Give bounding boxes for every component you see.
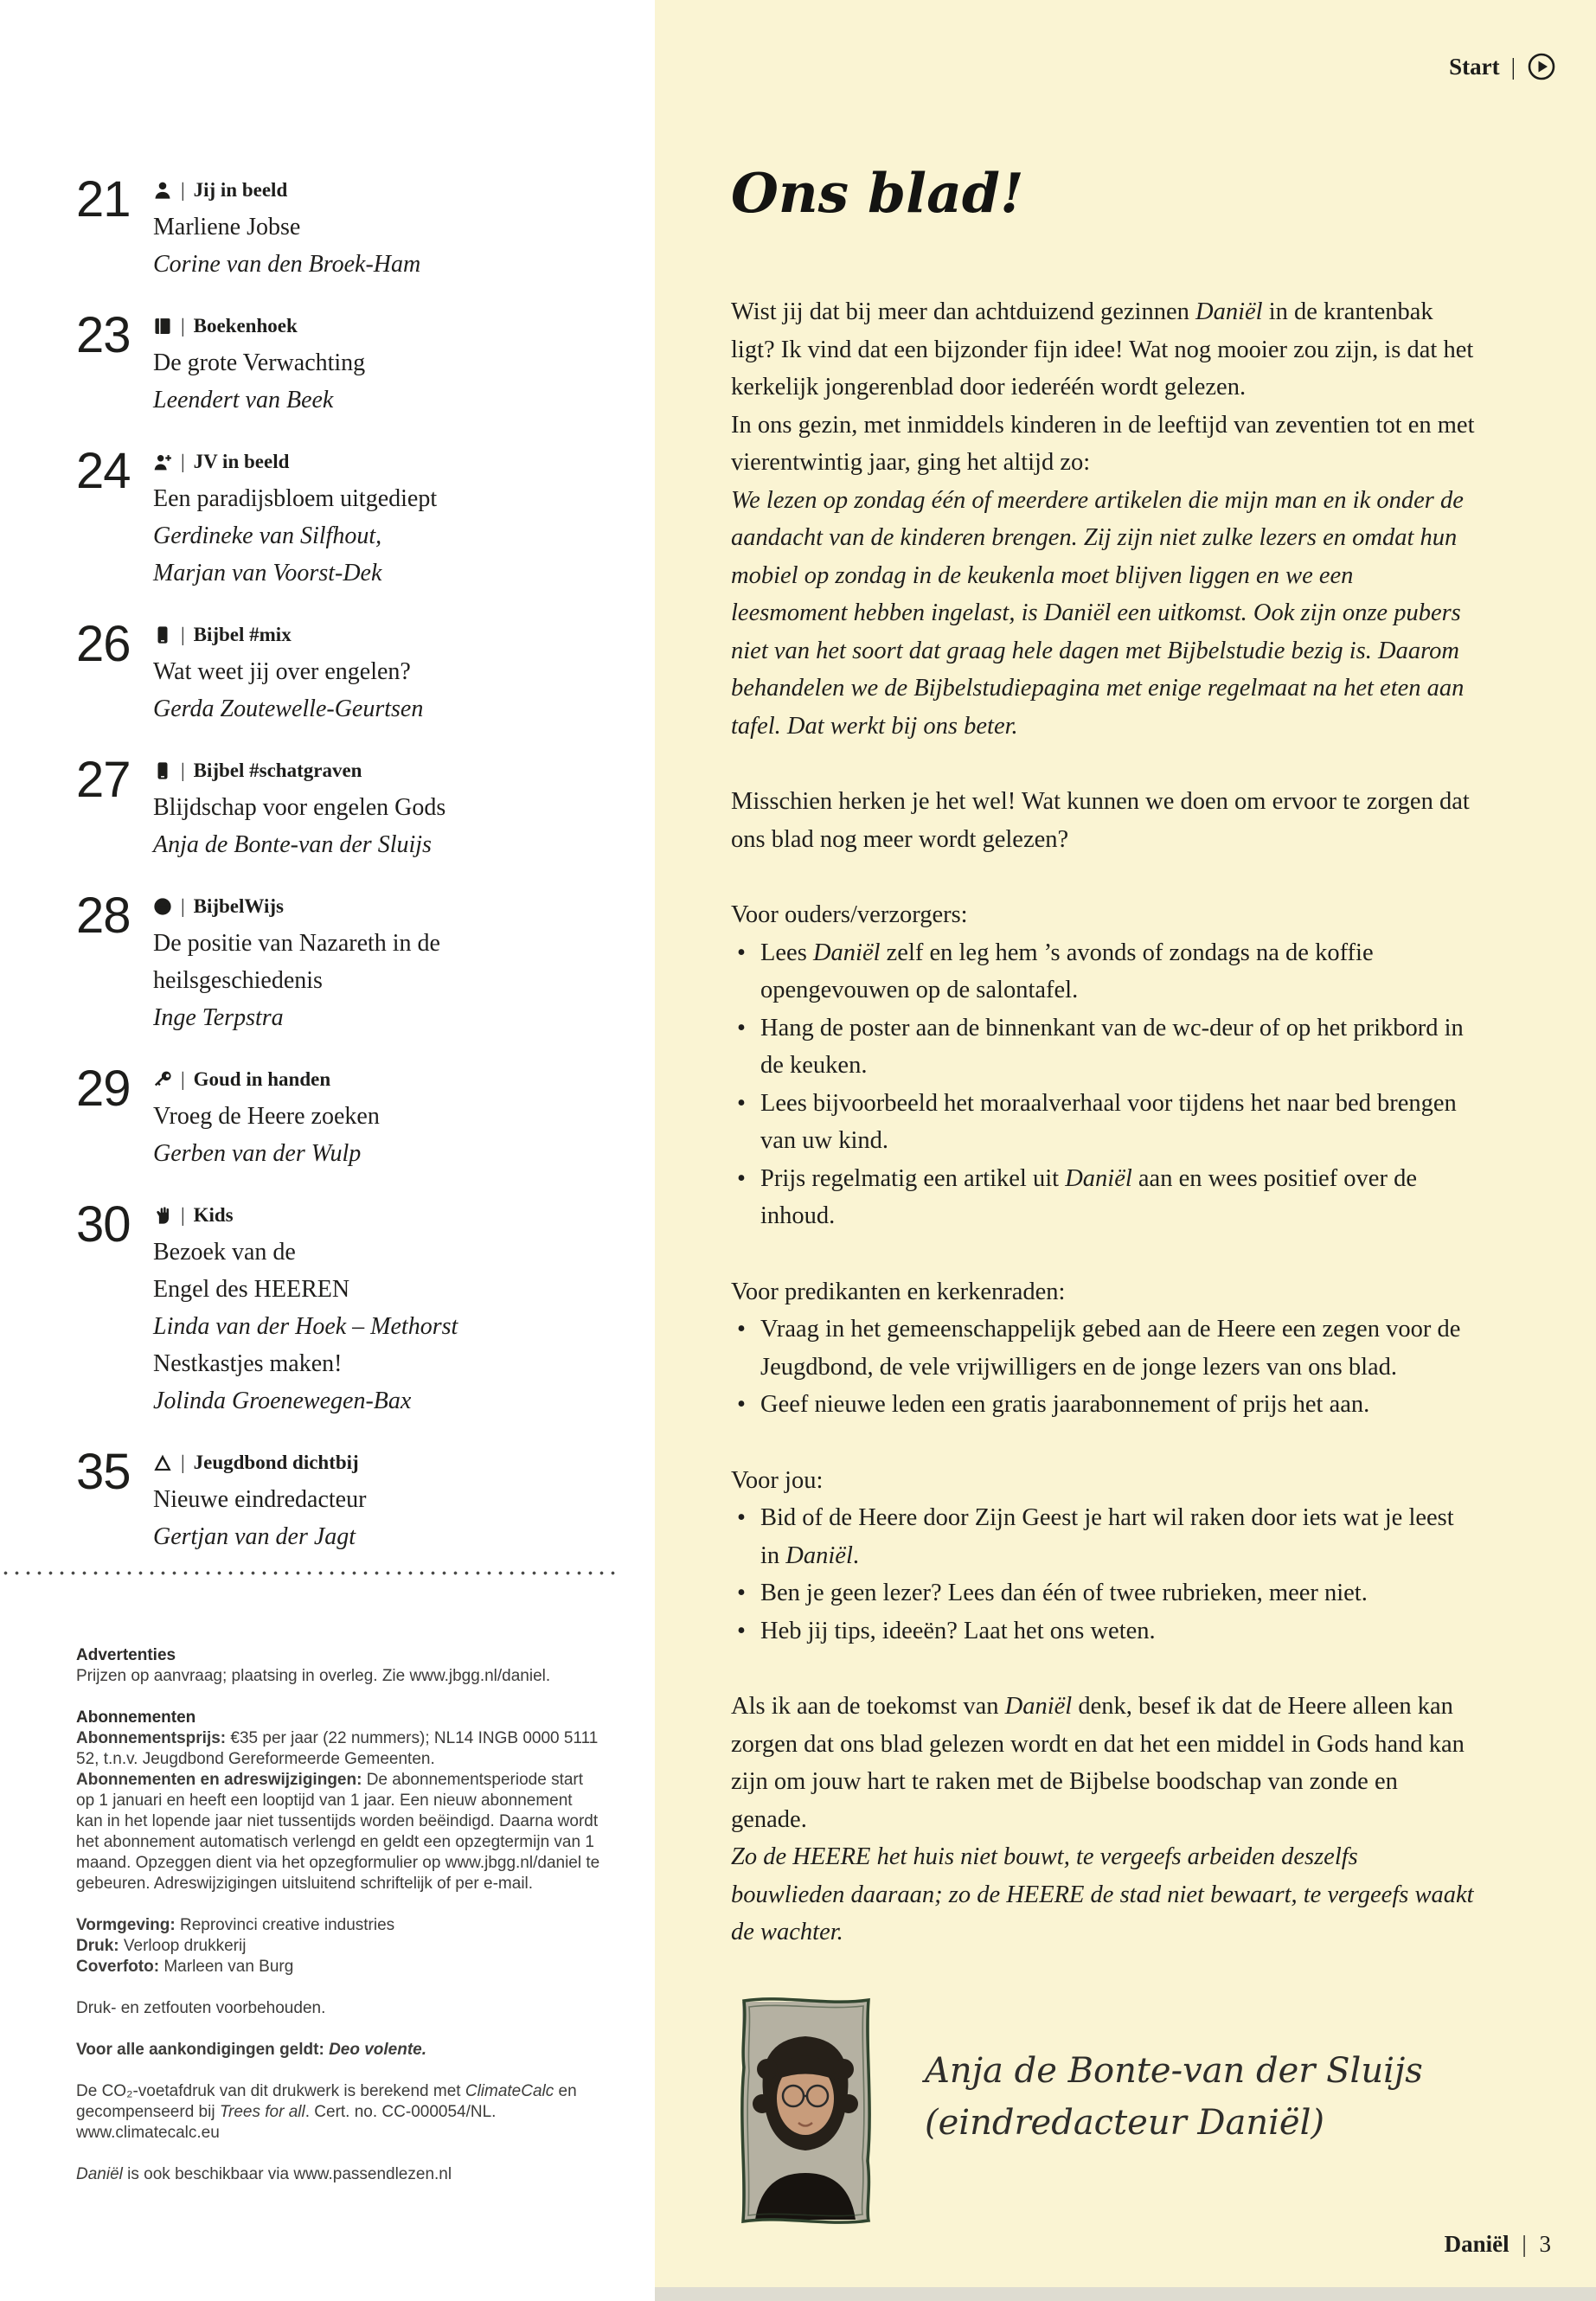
text-run: in de krantenbak ligt? Ik vind dat een bijzonder fijn idee! Wat nog mooier zou zijn, is dat het kerkelijk jongerenblad door iederéén wordt gelezen.: [731, 298, 1474, 401]
dotted-divider: [0, 1571, 621, 1575]
category-separator: |: [181, 1204, 185, 1226]
text-run: Prijs regelmatig een artikel uit: [760, 1164, 1066, 1192]
colophon-section: [76, 1915, 600, 1977]
toc-category-label: Jeugdbond dichtbij: [193, 1452, 359, 1473]
toc-author: Leendert van Beek: [153, 387, 334, 413]
key-icon: [153, 1070, 172, 1089]
article-section-heading: [731, 1273, 1475, 1311]
toc-category: [153, 449, 437, 475]
article-bullet-list: [731, 1311, 1475, 1424]
colophon-text: [76, 1770, 600, 1894]
toc-entry-body: [153, 311, 365, 419]
text-run: Zo de HEERE het huis niet bouwt, te vergeefs arbeiden deszelfs bouwlieden daaraan; zo de HEERE de stad niet bewaart, te vergeefs waakt de wachter.: [731, 1843, 1474, 1945]
editor-photo: [731, 1991, 880, 2230]
colophon-text: [76, 2164, 600, 2185]
text-run: zelf en leg hem ’s avonds of zondags na de koffie opengevouwen op de salontafel.: [760, 939, 1374, 1003]
toc-author: Marjan van Voorst-Dek: [153, 560, 382, 586]
text-run: Daniël: [1004, 1693, 1073, 1720]
text-run: Druk:: [76, 1937, 119, 1955]
article-bullet-list: [731, 1499, 1475, 1650]
toc-author: Gerda Zoutewelle-Geurtsen: [153, 695, 424, 722]
toc-author: Corine van den Broek-Ham: [153, 251, 421, 278]
article-title: Ons blad!: [731, 161, 1024, 225]
colophon-section: [76, 1645, 600, 1687]
text-run: Verloop drukkerij: [119, 1937, 247, 1955]
toc-category-label: Boekenhoek: [193, 315, 298, 336]
toc-article-title: heilsgeschiedenis: [153, 967, 323, 994]
article-section-heading: [731, 896, 1475, 934]
toc-author: Inge Terpstra: [153, 1004, 284, 1031]
toc-entry[interactable]: [76, 616, 655, 727]
article-bullet-item: [731, 1311, 1475, 1386]
toc-category: [153, 1067, 380, 1093]
article-bullet-item: [731, 934, 1475, 1009]
toc-category-label: Kids: [193, 1204, 234, 1226]
text-run: Voor ouders/verzorgers:: [731, 901, 968, 928]
article-paragraph: [731, 482, 1475, 746]
category-separator: |: [181, 315, 185, 336]
text-run: Daniël: [76, 2165, 123, 2183]
text-run: Ben je geen lezer? Lees dan één of twee rubrieken, meer niet.: [760, 1580, 1368, 1606]
toc-page-number: 23: [76, 307, 131, 363]
text-run: We lezen op zondag één of meerdere artikelen die mijn man en ik onder de aandacht van de kinderen brengen. Zij zijn niet zulke lezers en omdat hun mobiel op zondag in de keukenla moet blijven liggen en we een leesmoment hebben ingelast, is Daniël een uitkomst. Ook zijn onze pubers niet van het soort dat graag hele dagen met Bijbelstudie bezig is. Daarom behandelen we de Bijbelstudiepagina met enige regelmaat na het eten aan tafel. Dat werkt bij ons beter.: [731, 486, 1465, 740]
toc-article-title: Een paradijsbloem uitgediept: [153, 485, 438, 512]
text-run: Hang de poster aan de binnenkant van de wc-deur of op het prikbord in de keuken.: [760, 1014, 1464, 1079]
colophon-text: [76, 1915, 600, 1936]
toc-category: [153, 177, 420, 203]
toc-article-title: Wat weet jij over engelen?: [153, 658, 411, 685]
toc-list: [0, 0, 655, 1583]
toc-article-title: Nestkastjes maken!: [153, 1350, 343, 1377]
category-separator: |: [181, 179, 185, 201]
toc-author: Linda van der Hoek – Methorst: [153, 1313, 458, 1340]
article-bullet-item: [731, 1574, 1475, 1612]
toc-entry[interactable]: [76, 1444, 655, 1555]
text-run: Heb jij tips, ideeën? Laat het ons weten.: [760, 1617, 1156, 1644]
toc-category-label: BijbelWijs: [193, 895, 284, 917]
text-run: Voor alle aankondigingen geldt:: [76, 2041, 330, 2059]
toc-article-title: Blijdschap voor engelen Gods: [153, 794, 446, 821]
text-run: Voor predikanten en kerkenraden:: [731, 1278, 1066, 1305]
toc-entry-body: [153, 446, 437, 592]
toc-entry-body: [153, 1064, 380, 1172]
text-run: De abonnementsperiode start op 1 januari en heeft een looptijd van 1 jaar. Een nieuw abonnement kan in het lopende jaar niet tussentijds worden beëindigd. Daarna wordt het abonnement automatisch verlengd en geldt een opzegtermijn van 1 maand. Opzeggen dient via het opzegformulier op www.jbgg.nl/daniel te gebeuren. Adreswijzigingen uitsluitend schriftelijk of per e-mail.: [76, 1771, 600, 1893]
text-run: Daniël: [1065, 1164, 1132, 1192]
toc-entry[interactable]: [76, 443, 655, 592]
article-column: [655, 0, 1596, 2301]
toc-author: Gerben van der Wulp: [153, 1140, 362, 1167]
colophon-section: [76, 1998, 600, 2019]
toc-category: [153, 1450, 366, 1476]
colophon-text: [76, 1666, 600, 1687]
article-bullet-item: [731, 1085, 1475, 1160]
editor-signature-block: [731, 1991, 1475, 2230]
article-body: [731, 293, 1475, 1952]
text-run: Marleen van Burg: [159, 1958, 294, 1976]
article-paragraph: [731, 1688, 1475, 1838]
article-bullet-item: [731, 1612, 1475, 1650]
start-separator: |: [1510, 53, 1516, 80]
toc-article-title: De grote Verwachting: [153, 349, 366, 376]
article-paragraph: [731, 293, 1475, 407]
toc-author: Gerdineke van Silfhout,: [153, 522, 382, 549]
text-run: Lees bijvoorbeeld het moraalverhaal voor tijdens het naar bed brengen van uw kind.: [760, 1089, 1457, 1154]
toc-article-title: Bezoek van de: [153, 1239, 296, 1266]
text-run: ClimateCalc: [465, 2082, 554, 2100]
person-plus-icon: [153, 452, 172, 471]
toc-category: [153, 622, 423, 648]
text-run: en gecompenseerd bij: [76, 2082, 577, 2121]
text-run: Wist jij dat bij meer dan achtduizend gezinnen: [731, 298, 1196, 325]
text-run: €35 per jaar (22 nummers); NL14 INGB 0000 5111 52, t.n.v. Jeugdbond Gereformeerde Gemeenten.: [76, 1729, 599, 1768]
colophon-text: [76, 1998, 600, 2019]
toc-page-number: 28: [76, 888, 131, 944]
toc-category: [153, 758, 445, 784]
text-run: Abonnementen en adreswijzigingen:: [76, 1771, 362, 1789]
toc-category-label: Bijbel #mix: [193, 624, 292, 645]
category-separator: |: [181, 1452, 185, 1473]
text-run: Voor jou:: [731, 1466, 824, 1494]
globe-icon: [153, 897, 172, 916]
text-run: is ook beschikbaar via www.passendlezen.nl: [122, 2165, 452, 2183]
toc-category: [153, 894, 440, 920]
toc-article-title: Marliene Jobse: [153, 214, 301, 240]
toc-category-label: Goud in handen: [193, 1068, 331, 1090]
text-run: Reprovinci creative industries: [175, 1916, 395, 1934]
editor-signature-role: (eindredacteur Daniël): [925, 2102, 1324, 2143]
start-label: Start: [1449, 53, 1500, 80]
colophon-heading: Advertenties: [76, 1646, 176, 1664]
phone-icon: [153, 761, 172, 780]
toc-entry[interactable]: [76, 1196, 655, 1420]
text-run: Vraag in het gemeenschappelijk gebed aan de Heere een zegen voor de Jeugdbond, de vele vrijwilligers en de jonge lezers van ons blad.: [760, 1316, 1461, 1381]
colophon-section: [76, 2040, 600, 2061]
colophon-text: [76, 2081, 600, 2144]
toc-category: [153, 1202, 458, 1228]
colophon-section: [76, 1708, 600, 1894]
footer-separator: |: [1522, 2231, 1527, 2257]
article-bullet-list: [731, 934, 1475, 1235]
toc-page-number: 26: [76, 616, 131, 672]
text-run: Daniël: [812, 939, 881, 966]
text-run: Geef nieuwe leden een gratis jaarabonnement of prijs het aan.: [760, 1391, 1370, 1418]
toc-page-number: 30: [76, 1196, 131, 1253]
article-paragraph: [731, 407, 1475, 482]
text-run: Daniël: [1195, 298, 1263, 325]
toc-category-label: Bijbel #schatgraven: [193, 760, 362, 781]
text-run: De CO₂-voetafdruk van dit drukwerk is berekend met: [76, 2082, 465, 2100]
colophon-text: [76, 1728, 600, 1770]
toc-category-label: JV in beeld: [193, 451, 290, 472]
text-run: Vormgeving:: [76, 1916, 176, 1934]
toc-entry[interactable]: [76, 752, 655, 863]
toc-author: Gertjan van der Jagt: [153, 1523, 356, 1550]
text-run: In ons gezin, met inmiddels kinderen in de leeftijd van zeventien tot en met vierentwintig jaar, ging het altijd zo:: [731, 411, 1475, 476]
toc-entry-body: [153, 891, 440, 1036]
editor-signature-name: Anja de Bonte-van der Sluijs: [925, 2050, 1423, 2091]
footer-page-number: 3: [1539, 2231, 1551, 2257]
toc-entry-body: [153, 619, 423, 727]
text-run: Daniël: [785, 1541, 853, 1569]
toc-article-title: De positie van Nazareth in de: [153, 930, 440, 957]
text-run: Deo volente.: [329, 2041, 427, 2059]
footer-brand: Daniël: [1444, 2231, 1509, 2257]
colophon-heading: Abonnementen: [76, 1708, 196, 1727]
text-run: . Cert. no. CC-000054/NL. www.climatecalc.eu: [76, 2103, 497, 2142]
person-icon: [153, 181, 172, 200]
toc-category: [153, 313, 365, 339]
text-run: denk, besef ik dat de Heere alleen kan zorgen dat ons blad gelezen wordt en dat het een middel in Gods hand kan zijn om jouw hart te raken met de Bijbelse boodschap van zonde en genade.: [731, 1693, 1465, 1833]
toc-author: Jolinda Groenewegen-Bax: [153, 1388, 412, 1414]
article-section-heading: [731, 1462, 1475, 1500]
category-separator: |: [181, 451, 185, 472]
text-run: Misschien herken je het wel! Wat kunnen we doen om ervoor te zorgen dat ons blad nog meer wordt gelezen?: [731, 788, 1470, 853]
toc-entry[interactable]: [76, 888, 655, 1036]
category-separator: |: [181, 1068, 185, 1090]
toc-article-title: Nieuwe eindredacteur: [153, 1486, 367, 1513]
article-bullet-item: [731, 1386, 1475, 1424]
toc-page-number: 27: [76, 752, 131, 808]
toc-page-number: 24: [76, 443, 131, 499]
category-separator: |: [181, 624, 185, 645]
toc-entry[interactable]: [76, 307, 655, 419]
text-run: Trees for all: [219, 2103, 305, 2121]
page-edge: [655, 2287, 1596, 2301]
toc-entry[interactable]: [76, 1061, 655, 1172]
colophon-text: [76, 1936, 600, 1957]
page-footer: [1445, 2231, 1551, 2258]
text-run: Coverfoto:: [76, 1958, 160, 1976]
article-paragraph: [731, 1838, 1475, 1952]
colophon-section: [76, 2081, 600, 2144]
hand-puppet-icon: [153, 1206, 172, 1225]
text-run: aan en wees positief over de inhoud.: [760, 1164, 1417, 1229]
text-run: Bid of de Heere door Zijn Geest je hart wil raken door iets wat je leest in: [760, 1504, 1454, 1569]
toc-article-title: Engel des HEEREN: [153, 1276, 350, 1303]
article-paragraph: [731, 783, 1475, 858]
colophon-text: [76, 2040, 600, 2061]
text-run: Lees: [760, 939, 813, 966]
tent-icon: [153, 1453, 172, 1472]
toc-page-number: 21: [76, 171, 131, 228]
colophon-section: [76, 2164, 600, 2185]
category-separator: |: [181, 895, 185, 917]
article-bullet-item: [731, 1499, 1475, 1574]
colophon: [76, 1645, 600, 2206]
phone-icon: [153, 625, 172, 644]
text-run: .: [852, 1541, 859, 1569]
text-run: Prijzen op aanvraag; plaatsing in overleg. Zie www.jbgg.nl/daniel.: [76, 1667, 551, 1685]
text-run: Abonnementsprijs:: [76, 1729, 227, 1747]
toc-page-number: 29: [76, 1061, 131, 1117]
toc-entry-body: [153, 1200, 458, 1420]
toc-author: Anja de Bonte-van der Sluijs: [153, 831, 432, 858]
book-icon: [153, 317, 172, 336]
toc-entry[interactable]: [76, 171, 655, 283]
text-run: Druk- en zetfouten voorbehouden.: [76, 1999, 326, 2017]
toc-category-label: Jij in beeld: [193, 179, 288, 201]
colophon-text: [76, 1957, 600, 1977]
article-bullet-item: [731, 1160, 1475, 1235]
text-run: Als ik aan de toekomst van: [731, 1693, 1005, 1720]
toc-entry-body: [153, 755, 445, 863]
toc-page-number: 35: [76, 1444, 131, 1500]
toc-entry-body: [153, 1447, 366, 1555]
article-bullet-item: [731, 1009, 1475, 1085]
category-separator: |: [181, 760, 185, 781]
toc-entry-body: [153, 175, 420, 283]
toc-article-title: Vroeg de Heere zoeken: [153, 1103, 380, 1130]
